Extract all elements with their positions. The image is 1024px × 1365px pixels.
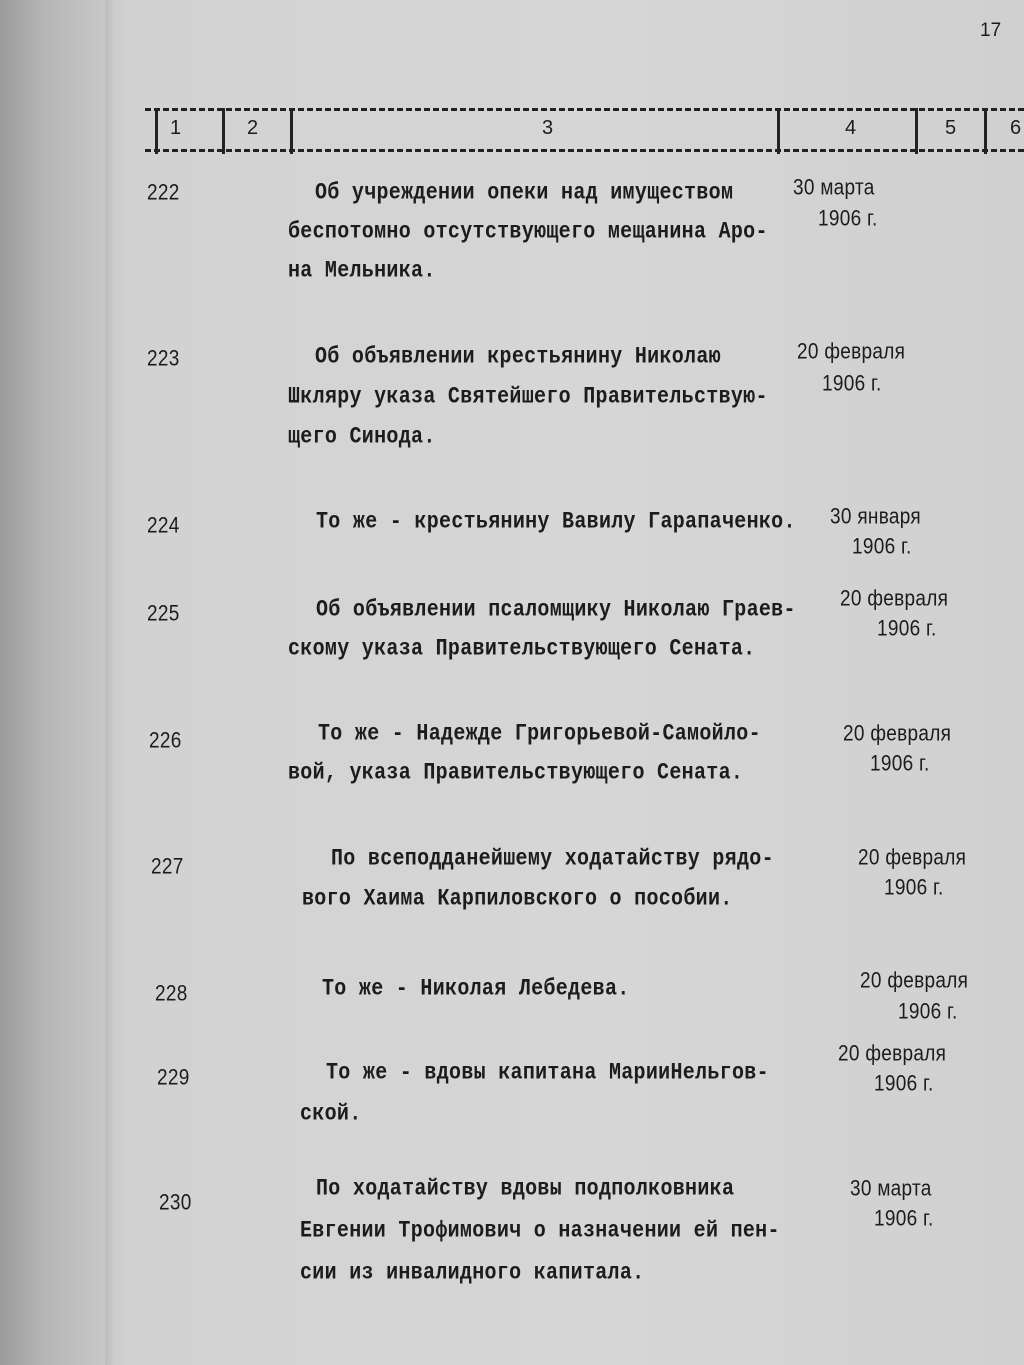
entry-date: 1906 г.: [874, 1072, 934, 1097]
entry-date: 1906 г.: [874, 1207, 934, 1232]
entry-text-line: ской.: [300, 1101, 362, 1128]
header-col-4: 4: [845, 117, 857, 139]
entry-text-line: Шкляру указа Святейшего Правительствую-: [288, 384, 768, 411]
entry-date: 20 февраля: [840, 587, 949, 612]
header-col-6: 6: [1010, 117, 1022, 139]
column-separator: [290, 108, 293, 154]
header-col-2: 2: [247, 117, 259, 139]
entry-text-line: То же - Николая Лебедева.: [322, 976, 630, 1003]
entry-text-line: сии из инвалидного капитала.: [300, 1260, 645, 1287]
entry-date: 1906 г.: [852, 535, 912, 560]
column-separator: [155, 108, 158, 154]
entry-text-line: По всеподданейшему ходатайству рядо-: [331, 846, 774, 873]
entry-date: 20 февраля: [797, 340, 906, 365]
header-col-3: 3: [542, 117, 554, 139]
entry-text-line: По ходатайству вдовы подполковника: [316, 1176, 735, 1203]
entry-date: 1906 г.: [818, 207, 878, 232]
entry-date: 30 марта: [793, 176, 875, 201]
entry-text-line: Об учреждении опеки над имуществом: [315, 180, 734, 207]
entry-date: 1906 г.: [884, 876, 944, 901]
header-col-1: 1: [170, 117, 182, 139]
entry-text-line: вой, указа Правительствующего Сената.: [288, 760, 744, 787]
entry-text-line: Евгении Трофимович о назначении ей пен-: [300, 1218, 780, 1245]
entry-date: 30 марта: [850, 1177, 932, 1202]
entry-date: 20 февраля: [843, 722, 952, 747]
entry-text-line: Об объявлении псаломщику Николаю Граев-: [316, 597, 796, 624]
entry-date: 20 февраля: [838, 1042, 947, 1067]
entry-date: 20 февраля: [860, 969, 969, 994]
page-number: 17: [980, 20, 1002, 41]
entry-date: 30 января: [830, 505, 921, 530]
header-bottom-rule: [145, 149, 1024, 152]
entry-text-line: То же - крестьянину Вавилу Гарапаченко.: [316, 509, 796, 536]
page-fold: [105, 0, 117, 1365]
entry-date: 1906 г.: [898, 1000, 958, 1025]
entry-number: 225: [147, 602, 180, 627]
entry-date: 1906 г.: [870, 752, 930, 777]
entry-number: 222: [147, 181, 180, 206]
header-top-rule: [145, 108, 1024, 111]
column-separator: [915, 108, 918, 154]
entry-text-line: То же - вдовы капитана МарииНельгов-: [326, 1060, 769, 1087]
header-col-5: 5: [945, 117, 957, 139]
entry-text-line: То же - Надежде Григорьевой-Самойло-: [318, 721, 761, 748]
entry-text-line: вого Хаима Карпиловского о пособии.: [302, 886, 733, 913]
column-separator: [222, 108, 225, 154]
entry-date: 1906 г.: [877, 617, 937, 642]
entry-text-line: на Мельника.: [288, 258, 436, 285]
entry-date: 1906 г.: [822, 372, 882, 397]
column-separator: [984, 108, 987, 154]
entry-text-line: беспотомно отсутствующего мещанина Аро-: [288, 219, 768, 246]
entry-number: 226: [149, 729, 182, 754]
column-separator: [777, 108, 780, 154]
entry-date: 20 февраля: [858, 846, 967, 871]
entry-text-line: скому указа Правительствующего Сената.: [288, 636, 756, 663]
entry-number: 229: [157, 1066, 190, 1091]
entry-text-line: щего Синода.: [288, 424, 436, 451]
entry-number: 228: [155, 982, 188, 1007]
entry-text-line: Об объявлении крестьянину Николаю: [315, 344, 721, 371]
entry-number: 223: [147, 347, 180, 372]
entry-number: 230: [159, 1191, 192, 1216]
entry-number: 224: [147, 514, 180, 539]
entry-number: 227: [151, 855, 184, 880]
